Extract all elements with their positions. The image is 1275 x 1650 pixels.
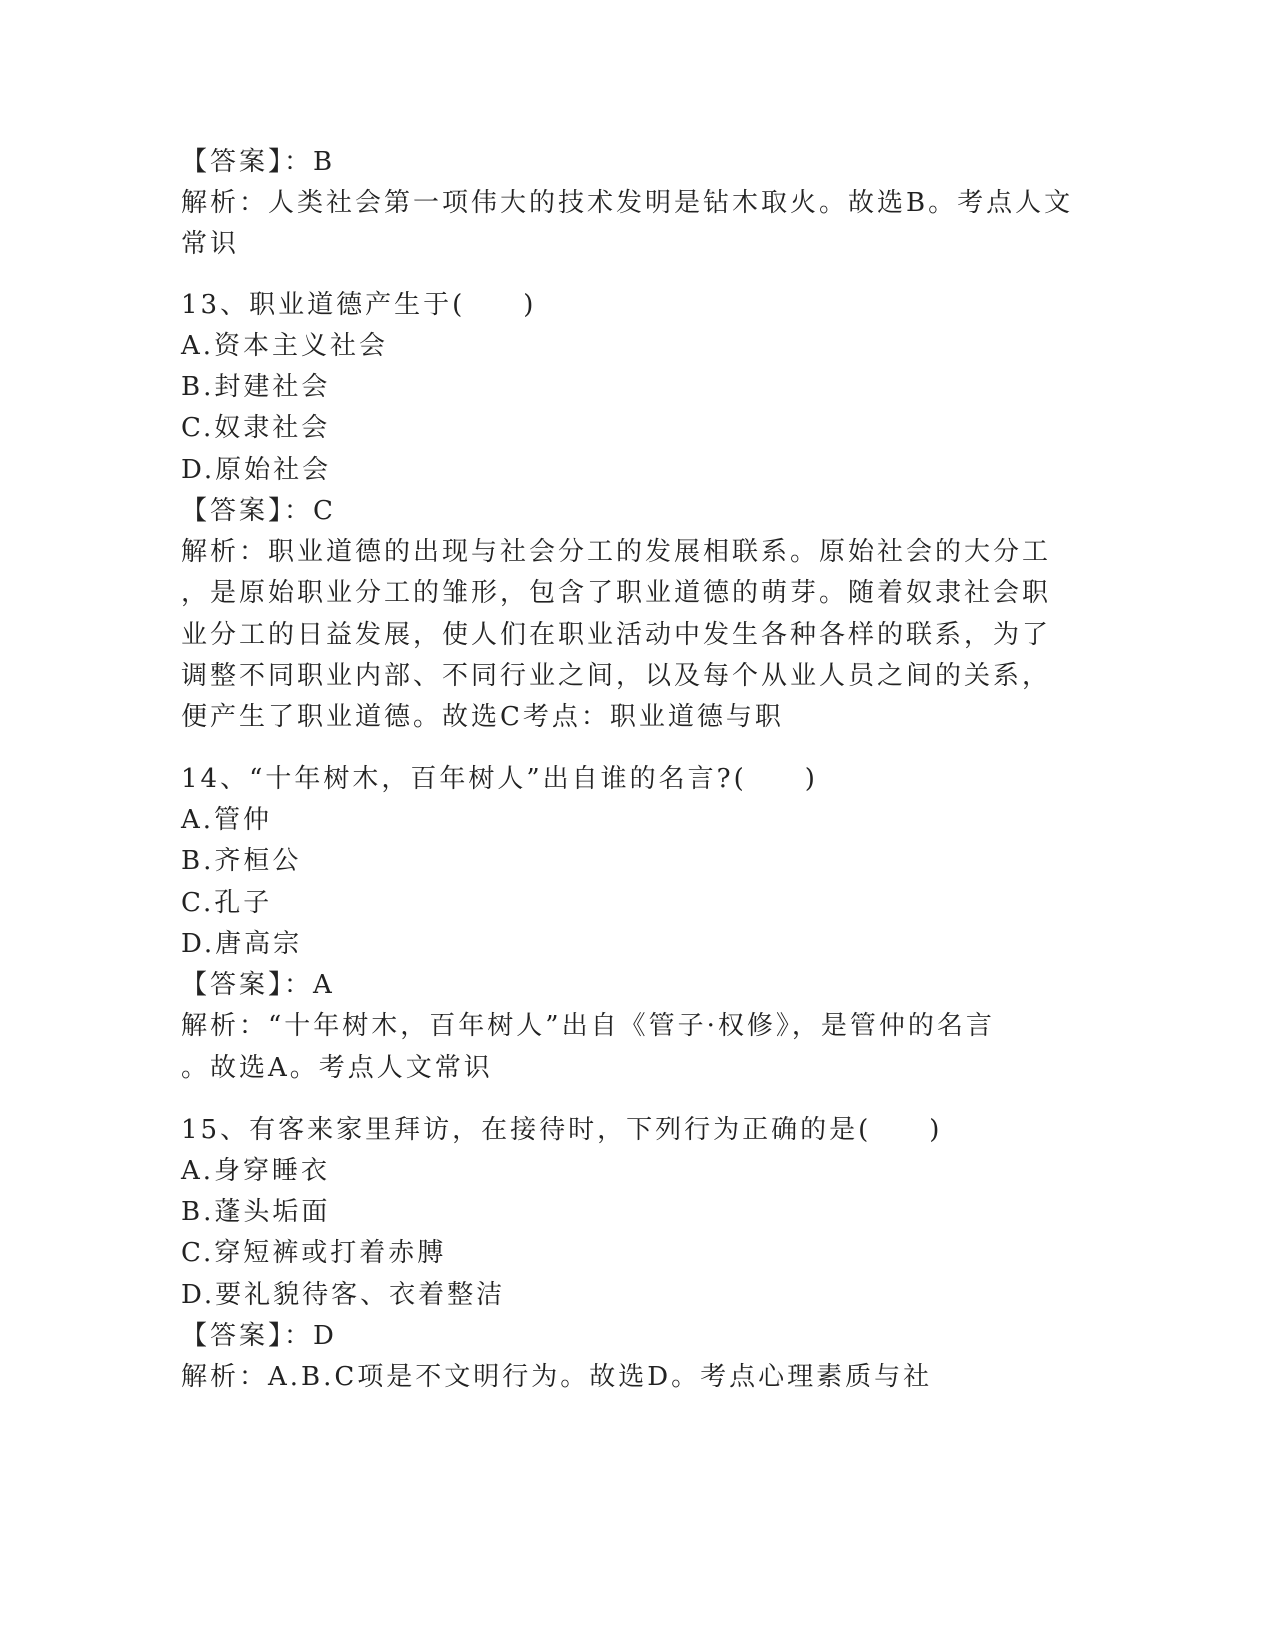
option-15-d: D.要礼貌待客、衣着整洁 [181,1280,506,1310]
analysis-line-14-2: 。故选A。考点人文常识 [181,1053,493,1083]
question-stem-13: 13、职业道德产生于( ) [181,290,537,320]
analysis-line-13-3: 业分工的日益发展，使人们在职业活动中发生各种各样的联系，为了 [181,620,1052,650]
option-13-d: D.原始社会 [181,455,332,485]
option-14-b: B.齐桓公 [181,846,302,876]
analysis-line-12-2: 常识 [181,229,240,259]
option-13-c: C.奴隶社会 [181,413,331,443]
option-14-d: D.唐高宗 [181,929,303,959]
answer-line-15: 【答案】：D [181,1321,337,1351]
option-15-b: B.蓬头垢面 [181,1197,331,1227]
answer-line-12: 【答案】：B [181,147,336,177]
option-13-a: A.资本主义社会 [181,331,389,361]
option-13-b: B.封建社会 [181,372,331,402]
analysis-line-13-4: 调整不同职业内部、不同行业之间，以及每个从业人员之间的关系， [181,661,1052,691]
option-15-c: C.穿短裤或打着赤膊 [181,1238,447,1268]
question-stem-15: 15、有客来家里拜访，在接待时，下列行为正确的是( ) [181,1115,943,1145]
analysis-line-13-2: ，是原始职业分工的雏形，包含了职业道德的萌芽。随着奴隶社会职 [181,578,1052,608]
analysis-line-12-1: 解析：人类社会第一项伟大的技术发明是钻木取火。故选B。考点人文 [181,188,1074,218]
option-14-c: C.孔子 [181,888,273,918]
analysis-line-13-1: 解析：职业道德的出现与社会分工的发展相联系。原始社会的大分工 [181,537,1052,567]
option-15-a: A.身穿睡衣 [181,1156,331,1186]
analysis-line-15-1: 解析：A.B.C项是不文明行为。故选D。考点心理素质与社 [181,1362,933,1392]
analysis-line-13-5: 便产生了职业道德。故选C考点：职业道德与职 [181,702,784,732]
analysis-line-14-1: 解析：“十年树木，百年树人”出自《管子·权修》，是管仲的名言 [181,1011,995,1041]
question-stem-14: 14、“十年树木，百年树人”出自谁的名言?( ) [181,764,818,794]
answer-line-14: 【答案】：A [181,970,335,1000]
option-14-a: A.管仲 [181,805,273,835]
answer-line-13: 【答案】：C [181,496,336,526]
